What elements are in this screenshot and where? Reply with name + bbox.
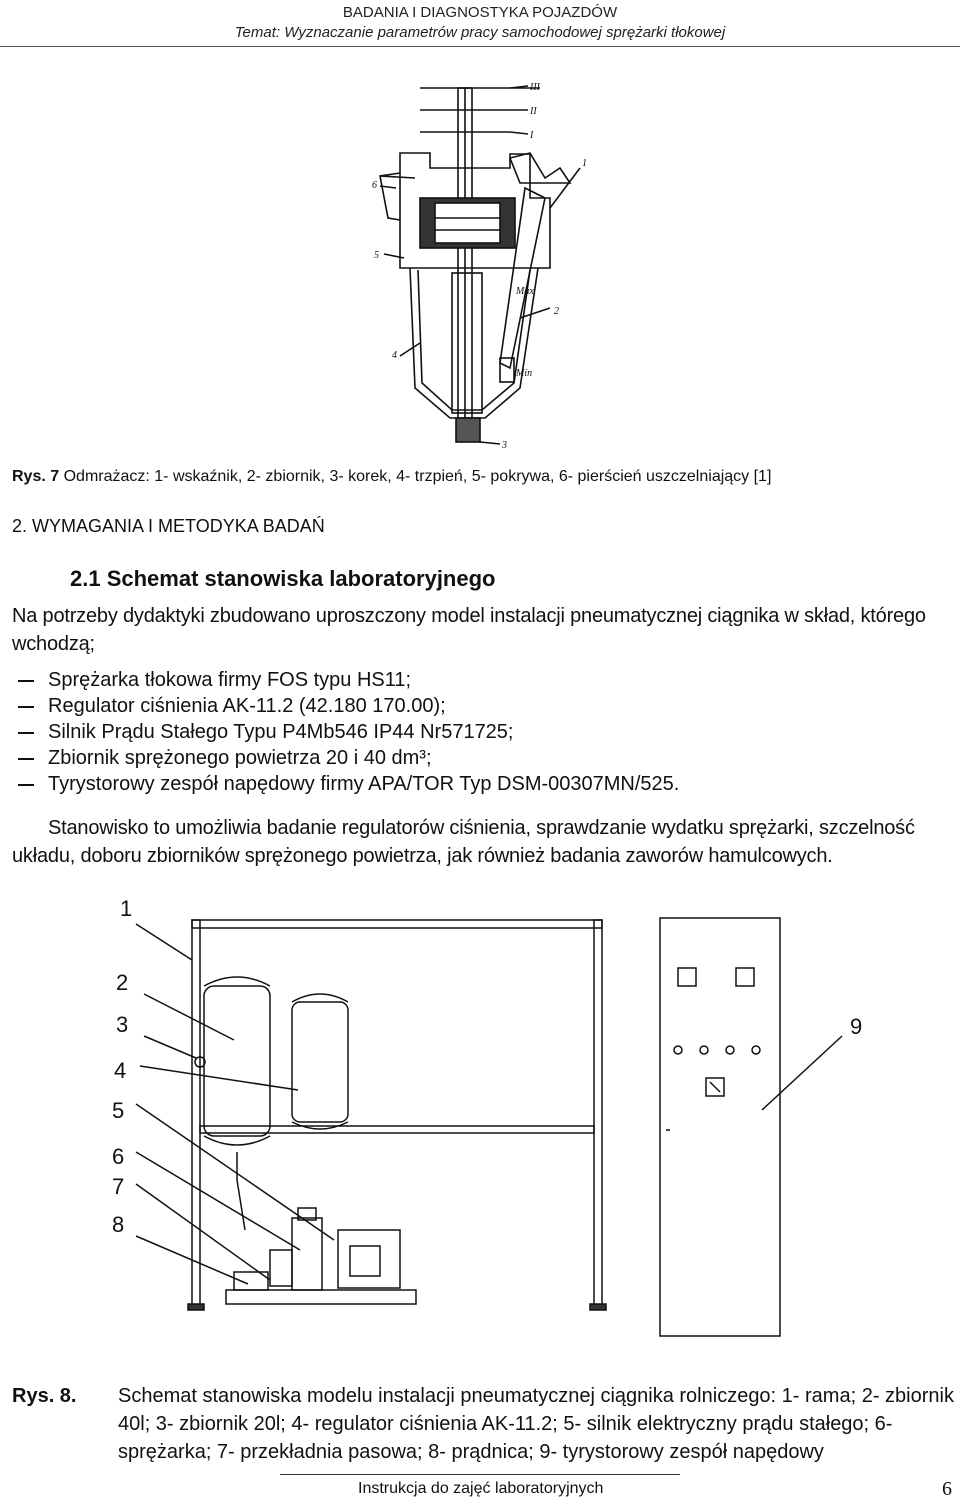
header-rule (0, 46, 960, 47)
list-item (18, 770, 679, 798)
list-item-text: Sprężarka tłokowa firmy FOS typu HS11; (48, 669, 412, 691)
callout-3: 3 (116, 1012, 129, 1037)
list-item (18, 666, 411, 694)
running-header-title: BADANIA I DIAGNOSTYKA POJAZDÓW (342, 4, 618, 21)
callout-8: 8 (112, 1212, 125, 1237)
description-paragraph: Stanowisko to umożliwia badanie regulatorów ciśnienia, sprawdzanie wydatku sprężarki, szczelność układu, doboru zbiorników sprężonego powietrza, jak również badania zaworów hamulcowych. (12, 817, 915, 867)
label-max: Max (516, 286, 534, 297)
label-6: 6 (372, 180, 377, 191)
figure-8-caption (12, 1382, 956, 1466)
callout-1: 1 (120, 896, 133, 921)
callout-4: 4 (114, 1058, 127, 1083)
figure-8-label: Rys. 8. (12, 1385, 77, 1407)
list-item-text: Zbiornik sprężonego powietrza 20 i 40 dm³; (48, 747, 432, 769)
figure-7-drawing (360, 58, 600, 454)
list-item (18, 692, 446, 720)
label-4: 4 (392, 350, 397, 361)
label-2: 2 (554, 306, 559, 317)
callout-9: 9 (850, 1014, 863, 1039)
list-item-text: Silnik Prądu Stałego Typu P4Mb546 IP44 Nr571725; (48, 721, 514, 743)
callout-2: 2 (116, 970, 129, 995)
footer-text: Instrukcja do zajęć laboratoryjnych (358, 1480, 604, 1497)
figure-7-label: Rys. 7 (12, 468, 60, 485)
section-heading: 2. WYMAGANIA I METODYKA BADAŃ (12, 516, 325, 536)
figure-8-drawing (100, 890, 863, 1350)
figure-8-text: Schemat stanowiska modelu instalacji pneumatycznej ciągnika rolniczego: 1- rama; 2- zbiornik 40l; 3- zbiornik 20l; 4- regulator ciśnienia AK-11.2; 5- silnik elektryczny prądu stałego; 6- sprężarka; 7- przekładnia pasowa; 8- prądnica; 9- tyrystorowy zespół napędowy (118, 1385, 954, 1463)
figure-7-text: Odmrażacz: 1- wskaźnik, 2- zbiornik, 3- korek, 4- trzpień, 5- pokrywa, 6- pierścień uszczelniający [1] (63, 468, 772, 485)
subsection-heading: 2.1 Schemat stanowiska laboratoryjnego (70, 566, 496, 591)
list-item (18, 744, 432, 772)
label-I: I (530, 130, 534, 141)
callout-7: 7 (112, 1174, 125, 1199)
intro-paragraph: Na potrzeby dydaktyki zbudowano uproszczony model instalacji pneumatycznej ciągnika w skład, którego wchodzą; (12, 605, 926, 655)
list-item (18, 718, 514, 746)
callout-5: 5 (112, 1098, 125, 1123)
label-1: 1 (582, 158, 587, 169)
figure-7-caption (12, 468, 771, 486)
callout-6: 6 (112, 1144, 125, 1169)
list-item-text: Tyrystorowy zespół napędowy firmy APA/TOR Typ DSM-00307MN/525. (48, 773, 680, 795)
label-3: 3 (502, 440, 507, 451)
label-III: III (530, 82, 540, 93)
label-min: Min (516, 368, 533, 379)
label-II: II (530, 106, 537, 117)
page-number: 6 (942, 1478, 952, 1500)
label-5: 5 (374, 250, 379, 261)
footer-rule (280, 1474, 680, 1475)
running-header-subject: Temat: Wyznaczanie parametrów pracy samochodowej sprężarki tłokowej (234, 24, 726, 41)
list-item-text: Regulator ciśnienia AK-11.2 (42.180 170.00); (48, 695, 446, 717)
